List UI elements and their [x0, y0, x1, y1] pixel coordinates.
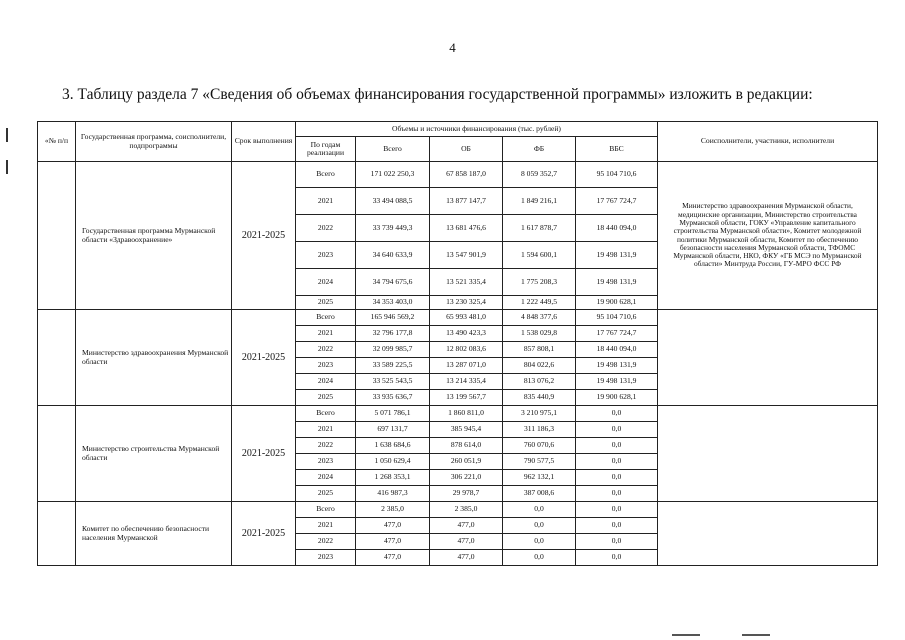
scan-mark [742, 634, 770, 636]
cell-fb: 1 538 029,8 [503, 326, 576, 342]
cell-vbs: 17 767 724,7 [576, 326, 658, 342]
cell-ob: 878 614,0 [430, 438, 503, 454]
binding-mark [6, 160, 8, 174]
cell-year: Всего [296, 502, 356, 518]
program-period: 2021-2025 [232, 502, 296, 566]
cell-vbs: 95 104 710,6 [576, 310, 658, 326]
cell-total: 171 022 250,3 [356, 162, 430, 188]
table-row [38, 502, 878, 518]
row-number-cell [38, 162, 76, 310]
table-row [38, 162, 878, 188]
cell-total: 33 739 449,3 [356, 215, 430, 242]
header-num: «№ п/п [38, 122, 76, 162]
cell-fb: 4 848 377,6 [503, 310, 576, 326]
header-row [38, 122, 878, 137]
cell-total: 32 099 985,7 [356, 342, 430, 358]
cell-fb: 835 440,9 [503, 390, 576, 406]
cell-vbs: 0,0 [576, 502, 658, 518]
cell-total: 477,0 [356, 550, 430, 566]
cell-ob: 2 385,0 [430, 502, 503, 518]
header-vbs: ВБС [576, 137, 658, 162]
header-ob: ОБ [430, 137, 503, 162]
cell-fb: 0,0 [503, 550, 576, 566]
partners-cell [658, 310, 878, 406]
cell-vbs: 19 498 131,9 [576, 374, 658, 390]
cell-ob: 12 802 083,6 [430, 342, 503, 358]
cell-vbs: 95 104 710,6 [576, 162, 658, 188]
row-number-cell [38, 502, 76, 566]
cell-ob: 477,0 [430, 550, 503, 566]
header-program: Государственная программа, соисполнители, подпрограммы [76, 122, 232, 162]
cell-vbs: 0,0 [576, 486, 658, 502]
header-total: Всего [356, 137, 430, 162]
cell-year: 2021 [296, 326, 356, 342]
cell-year: 2024 [296, 470, 356, 486]
scan-mark [672, 634, 700, 636]
partners-cell [658, 502, 878, 566]
cell-vbs: 0,0 [576, 454, 658, 470]
cell-total: 34 794 675,6 [356, 269, 430, 296]
cell-vbs: 18 440 094,0 [576, 342, 658, 358]
cell-total: 34 353 403,0 [356, 296, 430, 310]
cell-year: 2023 [296, 454, 356, 470]
cell-vbs: 19 900 628,1 [576, 296, 658, 310]
cell-fb: 790 577,5 [503, 454, 576, 470]
cell-vbs: 0,0 [576, 438, 658, 454]
cell-fb: 1 849 216,1 [503, 188, 576, 215]
binding-mark [6, 128, 8, 142]
cell-year: 2021 [296, 188, 356, 215]
cell-ob: 13 287 071,0 [430, 358, 503, 374]
cell-year: 2021 [296, 422, 356, 438]
cell-total: 5 071 786,1 [356, 406, 430, 422]
cell-ob: 13 521 335,4 [430, 269, 503, 296]
cell-year: Всего [296, 406, 356, 422]
cell-ob: 306 221,0 [430, 470, 503, 486]
cell-total: 697 131,7 [356, 422, 430, 438]
cell-vbs: 19 498 131,9 [576, 242, 658, 269]
program-period: 2021-2025 [232, 162, 296, 310]
cell-fb: 387 008,6 [503, 486, 576, 502]
cell-fb: 760 070,6 [503, 438, 576, 454]
cell-year: 2023 [296, 358, 356, 374]
cell-ob: 13 199 567,7 [430, 390, 503, 406]
cell-ob: 477,0 [430, 534, 503, 550]
header-by-year: По годам реализации [296, 137, 356, 162]
cell-vbs: 18 440 094,0 [576, 215, 658, 242]
cell-ob: 385 945,4 [430, 422, 503, 438]
cell-year: 2025 [296, 390, 356, 406]
cell-ob: 477,0 [430, 518, 503, 534]
cell-fb: 1 775 208,3 [503, 269, 576, 296]
cell-vbs: 17 767 724,7 [576, 188, 658, 215]
cell-year: 2022 [296, 342, 356, 358]
cell-vbs: 19 498 131,9 [576, 358, 658, 374]
cell-year: Всего [296, 162, 356, 188]
cell-year: 2022 [296, 534, 356, 550]
program-name: Министерство строительства Мурманской области [76, 406, 232, 502]
row-number-cell [38, 406, 76, 502]
cell-year: 2024 [296, 374, 356, 390]
cell-fb: 1 222 449,5 [503, 296, 576, 310]
cell-total: 34 640 633,9 [356, 242, 430, 269]
cell-vbs: 0,0 [576, 550, 658, 566]
program-name: Государственная программа Мурманской области «Здравоохранение» [76, 162, 232, 310]
page-number: 4 [449, 40, 456, 55]
cell-ob: 13 214 335,4 [430, 374, 503, 390]
table-body [38, 162, 878, 566]
cell-ob: 65 993 481,0 [430, 310, 503, 326]
cell-total: 416 987,3 [356, 486, 430, 502]
cell-ob: 260 051,9 [430, 454, 503, 470]
header-fb: ФБ [503, 137, 576, 162]
cell-fb: 8 059 352,7 [503, 162, 576, 188]
cell-total: 477,0 [356, 534, 430, 550]
cell-year: 2021 [296, 518, 356, 534]
cell-vbs: 19 900 628,1 [576, 390, 658, 406]
cell-year: 2023 [296, 550, 356, 566]
cell-ob: 13 547 901,9 [430, 242, 503, 269]
cell-fb: 3 210 975,1 [503, 406, 576, 422]
cell-year: 2024 [296, 269, 356, 296]
cell-total: 33 935 636,7 [356, 390, 430, 406]
cell-year: 2023 [296, 242, 356, 269]
program-period: 2021-2025 [232, 406, 296, 502]
cell-ob: 13 230 325,4 [430, 296, 503, 310]
program-period: 2021-2025 [232, 310, 296, 406]
cell-total: 32 796 177,8 [356, 326, 430, 342]
cell-fb: 962 132,1 [503, 470, 576, 486]
row-number-cell [38, 310, 76, 406]
header-period: Срок выполнения [232, 122, 296, 162]
cell-fb: 1 594 600,1 [503, 242, 576, 269]
cell-vbs: 0,0 [576, 406, 658, 422]
cell-fb: 311 186,3 [503, 422, 576, 438]
cell-total: 33 589 225,5 [356, 358, 430, 374]
cell-ob: 67 858 187,0 [430, 162, 503, 188]
header-financing-group: Объемы и источники финансирования (тыс. рублей) [296, 122, 658, 137]
financing-table [37, 121, 878, 566]
cell-ob: 1 860 811,0 [430, 406, 503, 422]
cell-vbs: 0,0 [576, 518, 658, 534]
cell-fb: 804 022,6 [503, 358, 576, 374]
cell-year: 2022 [296, 215, 356, 242]
cell-total: 165 946 569,2 [356, 310, 430, 326]
cell-fb: 813 076,2 [503, 374, 576, 390]
cell-year: 2025 [296, 296, 356, 310]
cell-total: 2 385,0 [356, 502, 430, 518]
table-row [38, 310, 878, 326]
cell-vbs: 19 498 131,9 [576, 269, 658, 296]
program-name: Министерство здравоохранения Мурманской области [76, 310, 232, 406]
cell-total: 477,0 [356, 518, 430, 534]
cell-ob: 13 681 476,6 [430, 215, 503, 242]
cell-total: 33 494 088,5 [356, 188, 430, 215]
cell-year: 2025 [296, 486, 356, 502]
cell-total: 1 050 629,4 [356, 454, 430, 470]
cell-ob: 29 978,7 [430, 486, 503, 502]
cell-year: Всего [296, 310, 356, 326]
cell-fb: 0,0 [503, 534, 576, 550]
cell-fb: 0,0 [503, 502, 576, 518]
partners-cell [658, 406, 878, 502]
cell-ob: 13 490 423,3 [430, 326, 503, 342]
cell-vbs: 0,0 [576, 534, 658, 550]
cell-fb: 0,0 [503, 518, 576, 534]
cell-fb: 857 808,1 [503, 342, 576, 358]
header-partners: Соисполнители, участники, исполнители [658, 122, 878, 162]
cell-ob: 13 877 147,7 [430, 188, 503, 215]
program-name: Комитет по обеспечению безопасности населения Мурманской [76, 502, 232, 566]
cell-total: 1 268 353,1 [356, 470, 430, 486]
partners-cell: Министерство здравоохранения Мурманской области, медицинские организации, Министерство строительства Мурманской области, ГОКУ «Управление капитального строительства Мурманской области», Комитет молодежной политики Мурманской области, Комитет по обеспечению безопасности населения Мурманской области, ТФОМС Мурманской области, НКО, ФКУ «ГБ МСЭ по Мурманской области» Минтруда России, ГУ-МРО ФСС РФ [658, 162, 878, 310]
cell-year: 2022 [296, 438, 356, 454]
table-row [38, 406, 878, 422]
cell-total: 1 638 684,6 [356, 438, 430, 454]
cell-fb: 1 617 878,7 [503, 215, 576, 242]
section-heading: 3. Таблицу раздела 7 «Сведения об объемах финансирования государственной программы» изложить в редакции: [62, 86, 813, 103]
cell-vbs: 0,0 [576, 422, 658, 438]
cell-vbs: 0,0 [576, 470, 658, 486]
cell-total: 33 525 543,5 [356, 374, 430, 390]
